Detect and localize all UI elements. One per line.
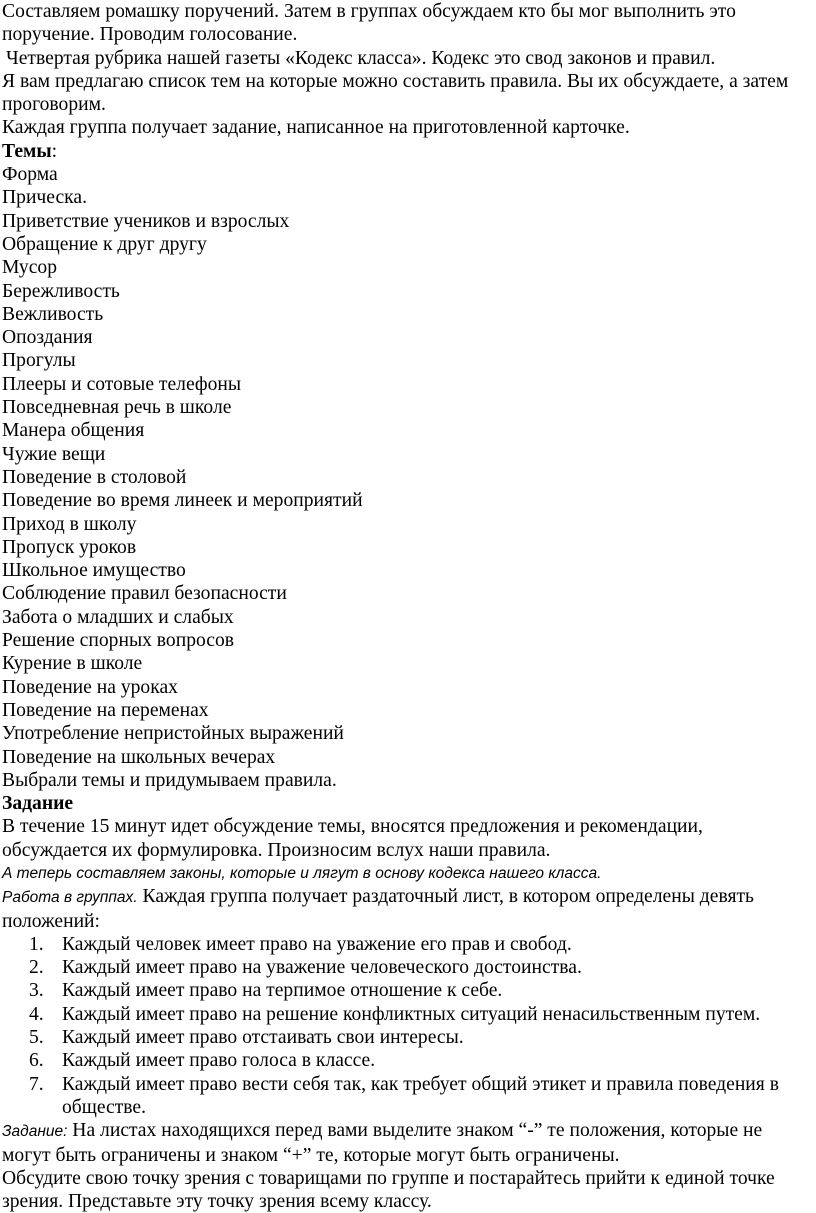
rights-item-text: Каждый имеет право голоса в классе. bbox=[62, 1050, 376, 1072]
topics-closing: Выбрали темы и придумываем правила. bbox=[2, 769, 337, 791]
topic-item: Прогулы bbox=[2, 350, 76, 372]
topic-item: Мусор bbox=[2, 257, 58, 279]
topic-item: Вежливость bbox=[2, 303, 104, 325]
rights-item-text: Каждый имеет право на уважение человеческого достоинства. bbox=[62, 957, 582, 979]
topics-heading-line bbox=[2, 140, 810, 163]
intro-paragraph-4: Каждая группа получает задание, написанное на приготовленной карточке. bbox=[2, 117, 630, 139]
topic-item: Поведение во время линеек и мероприятий bbox=[2, 490, 363, 512]
task-text: В течение 15 минут идет обсуждение темы, вносятся предложения и рекомендации, обсуждается их формулировка. Произносим вслух наши правила. bbox=[2, 816, 703, 861]
rights-list-item bbox=[2, 956, 810, 979]
rights-list-item bbox=[2, 979, 810, 1002]
rights-item-text: Каждый имеет право вести себя так, как требует общий этикет и правила поведения в обществе. bbox=[62, 1073, 779, 1118]
rights-item-number: 5. bbox=[29, 1027, 44, 1049]
topic-item: Плееры и сотовые телефоны bbox=[2, 373, 242, 395]
final-task-label: Задание: bbox=[2, 1123, 68, 1141]
topic-item: Форма bbox=[2, 164, 58, 186]
topic-item: Манера общения bbox=[2, 420, 145, 442]
topic-item: Употребление непристойных выражений bbox=[2, 723, 344, 745]
topic-item: Соблюдение правил безопасности bbox=[2, 583, 287, 605]
rights-item-number: 2. bbox=[29, 957, 44, 979]
topic-item: Прическа. bbox=[2, 187, 87, 209]
topic-item: Пропуск уроков bbox=[2, 536, 137, 558]
topic-item: Забота о младших и слабых bbox=[2, 606, 234, 628]
task-heading: Задание bbox=[2, 793, 74, 815]
topic-item: Повседневная речь в школе bbox=[2, 397, 232, 419]
topics-heading: Темы bbox=[2, 140, 52, 162]
group-work-paragraph bbox=[2, 885, 810, 933]
rights-item-number: 1. bbox=[29, 933, 44, 955]
topic-item: Поведение на школьных вечерах bbox=[2, 746, 276, 768]
rights-item-text: Каждый имеет право на терпимое отношение к себе. bbox=[62, 980, 503, 1002]
rights-item-number: 4. bbox=[29, 1003, 44, 1025]
rights-item-number: 7. bbox=[29, 1073, 44, 1095]
topic-item: Приход в школу bbox=[2, 513, 137, 535]
topic-item: Поведение на уроках bbox=[2, 676, 178, 698]
topic-item: Приветствие учеников и взрослых bbox=[2, 210, 290, 232]
rights-item-text: Каждый имеет право на решение конфликтных ситуаций ненасильственным путем. bbox=[62, 1003, 761, 1025]
topic-item: Поведение в столовой bbox=[2, 466, 187, 488]
rights-item-number: 3. bbox=[29, 980, 44, 1002]
final-discussion-paragraph: Обсудите свою точку зрения с товарищами по группе и постарайтесь прийти к единой точке зрения. Представьте эту точку зрения всему классу. bbox=[2, 1167, 775, 1213]
topic-item: Поведение на переменах bbox=[2, 699, 209, 721]
rights-list bbox=[2, 933, 810, 1119]
rights-list-item bbox=[2, 1049, 810, 1072]
group-work-label: Работа в группах. bbox=[2, 889, 138, 907]
rights-item-text: Каждый имеет право отстаивать свои интересы. bbox=[62, 1027, 464, 1049]
intro-paragraph-1: Составляем ромашку поручений. Затем в группах обсуждаем кто бы мог выполнить это поручение. Проводим голосование. bbox=[2, 1, 736, 46]
topics-list bbox=[2, 163, 810, 769]
group-work-text: Каждая группа получает раздаточный лист, в котором определены девять положений: bbox=[2, 886, 754, 932]
topic-item: Курение в школе bbox=[2, 653, 143, 675]
intro-paragraph-3: Я вам предлагаю список тем на которые можно составить правила. Вы их обсуждаете, а затем проговорим. bbox=[2, 70, 789, 116]
topic-item: Школьное имущество bbox=[2, 560, 186, 582]
topic-item: Чужие вещи bbox=[2, 443, 106, 465]
topic-item: Обращение к друг другу bbox=[2, 233, 207, 255]
topics-heading-colon: : bbox=[51, 140, 58, 162]
rights-item-number: 6. bbox=[29, 1050, 44, 1072]
topic-item: Бережливость bbox=[2, 280, 120, 302]
final-task-text: На листах находящихся перед вами выделите знаком “-” те положения, которые не могут быть ограничены и знаком “+” те, которые могут быть ограничены. bbox=[2, 1120, 763, 1166]
final-task-paragraph bbox=[2, 1119, 810, 1167]
task-italic-note: А теперь составляем законы, которые и лягут в основу кодекса нашего класса. bbox=[2, 864, 602, 882]
topic-item: Опоздания bbox=[2, 327, 93, 349]
topic-item: Решение спорных вопросов bbox=[2, 630, 235, 652]
rights-list-item bbox=[2, 1073, 810, 1120]
intro-paragraph-2: Четвертая рубрика нашей газеты «Кодекс класса». Кодекс это свод законов и правил. bbox=[6, 47, 716, 69]
rights-item-text: Каждый человек имеет право на уважение его прав и свобод. bbox=[62, 933, 572, 955]
rights-list-item bbox=[2, 933, 810, 956]
rights-list-item bbox=[2, 1003, 810, 1026]
rights-list-item bbox=[2, 1026, 810, 1049]
